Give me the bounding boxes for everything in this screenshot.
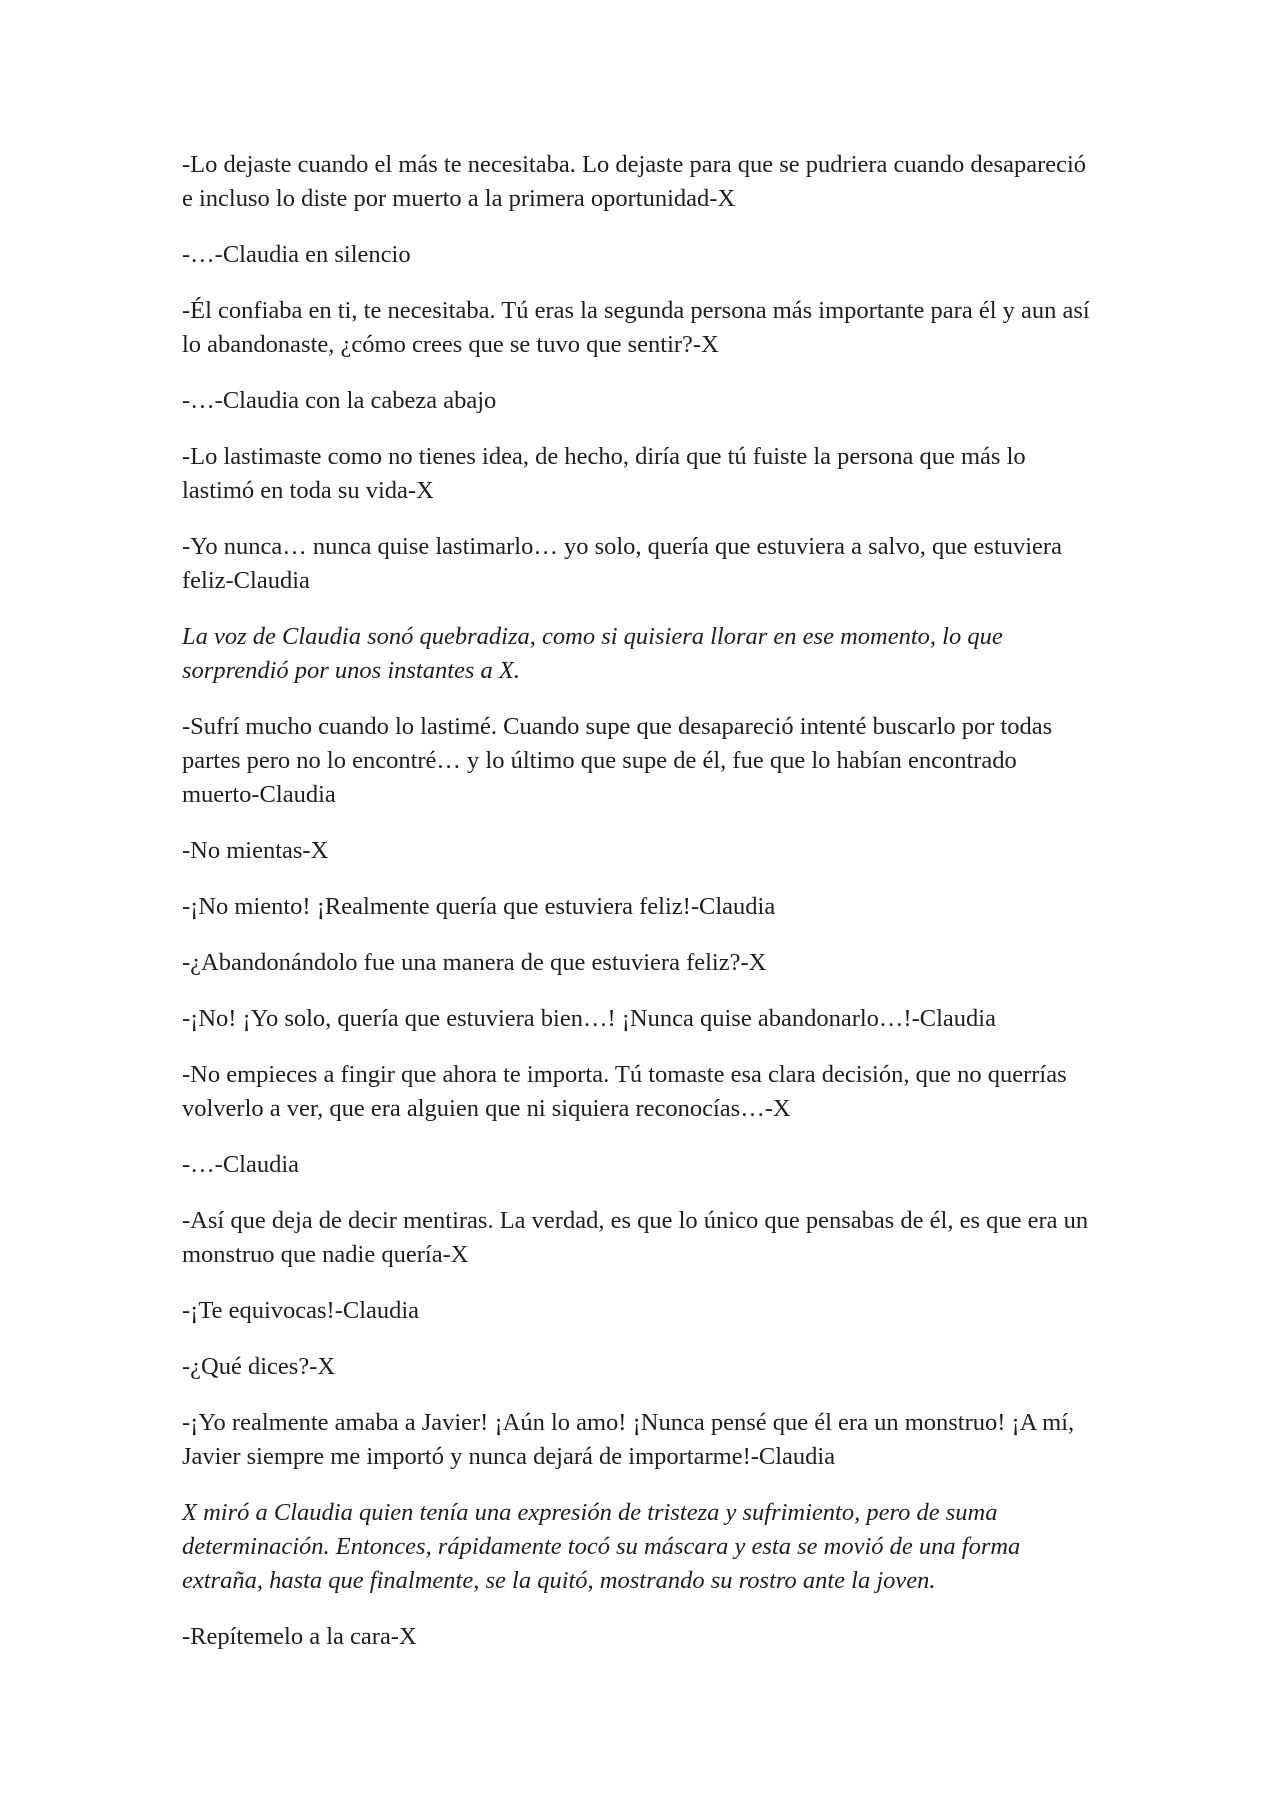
paragraph-dialogue: -¿Abandonándolo fue una manera de que estuviera feliz?-X <box>182 949 767 976</box>
paragraph-dialogue: -Él confiaba en ti, te necesitaba. Tú eras la segunda persona más importante para él y aun así lo abandonaste, ¿cómo crees que se tuvo que sentir?-X <box>182 297 1090 358</box>
paragraph-dialogue: -Sufrí mucho cuando lo lastimé. Cuando supe que desapareció intenté buscarlo por todas partes pero no lo encontré… y lo último que supe de él, fue que lo habían encontrado muerto-Claudia <box>182 713 1053 808</box>
paragraph-dialogue: -Lo lastimaste como no tienes idea, de hecho, diría que tú fuiste la persona que más lo lastimó en toda su vida-X <box>182 443 1026 504</box>
paragraph-dialogue: -¡Yo realmente amaba a Javier! ¡Aún lo amo! ¡Nunca pensé que él era un monstruo! ¡A mí, Javier siempre me importó y nunca dejará de importarme!-Claudia <box>182 1409 1075 1470</box>
paragraph-dialogue: -¡No miento! ¡Realmente quería que estuviera feliz!-Claudia <box>182 893 776 920</box>
paragraph-dialogue: -¡Te equivocas!-Claudia <box>182 1297 420 1324</box>
text-column <box>182 148 1100 1676</box>
paragraph-dialogue: -¡No! ¡Yo solo, quería que estuviera bien…! ¡Nunca quise abandonarlo…!-Claudia <box>182 1005 996 1032</box>
paragraph-dialogue: -No mientas-X <box>182 837 329 864</box>
paragraph-dialogue: -Repítemelo a la cara-X <box>182 1623 417 1650</box>
paragraph-narration: La voz de Claudia sonó quebradiza, como si quisiera llorar en ese momento, lo que sorprendió por unos instantes a X. <box>182 623 1003 684</box>
paragraph-dialogue: -…-Claudia con la cabeza abajo <box>182 387 497 414</box>
paragraph-dialogue: -¿Qué dices?-X <box>182 1353 336 1380</box>
paragraph-dialogue: -No empieces a fingir que ahora te importa. Tú tomaste esa clara decisión, que no querrías volverlo a ver, que era alguien que ni siquiera reconocías…-X <box>182 1061 1067 1122</box>
paragraph-dialogue: -…-Claudia en silencio <box>182 241 411 268</box>
paragraph-dialogue: -Lo dejaste cuando el más te necesitaba. Lo dejaste para que se pudriera cuando desapareció e incluso lo diste por muerto a la primera oportunidad-X <box>182 151 1087 212</box>
paragraph-dialogue: -…-Claudia <box>182 1151 300 1178</box>
paragraph-narration: X miró a Claudia quien tenía una expresión de tristeza y sufrimiento, pero de suma determinación. Entonces, rápidamente tocó su máscara y esta se movió de una forma extraña, hasta que finalmente, se la quitó, mostrando su rostro ante la joven. <box>182 1499 1021 1594</box>
paragraph-dialogue: -Yo nunca… nunca quise lastimarlo… yo solo, quería que estuviera a salvo, que estuviera feliz-Claudia <box>182 533 1062 594</box>
paragraph-dialogue: -Así que deja de decir mentiras. La verdad, es que lo único que pensabas de él, es que era un monstruo que nadie quería-X <box>182 1207 1089 1268</box>
